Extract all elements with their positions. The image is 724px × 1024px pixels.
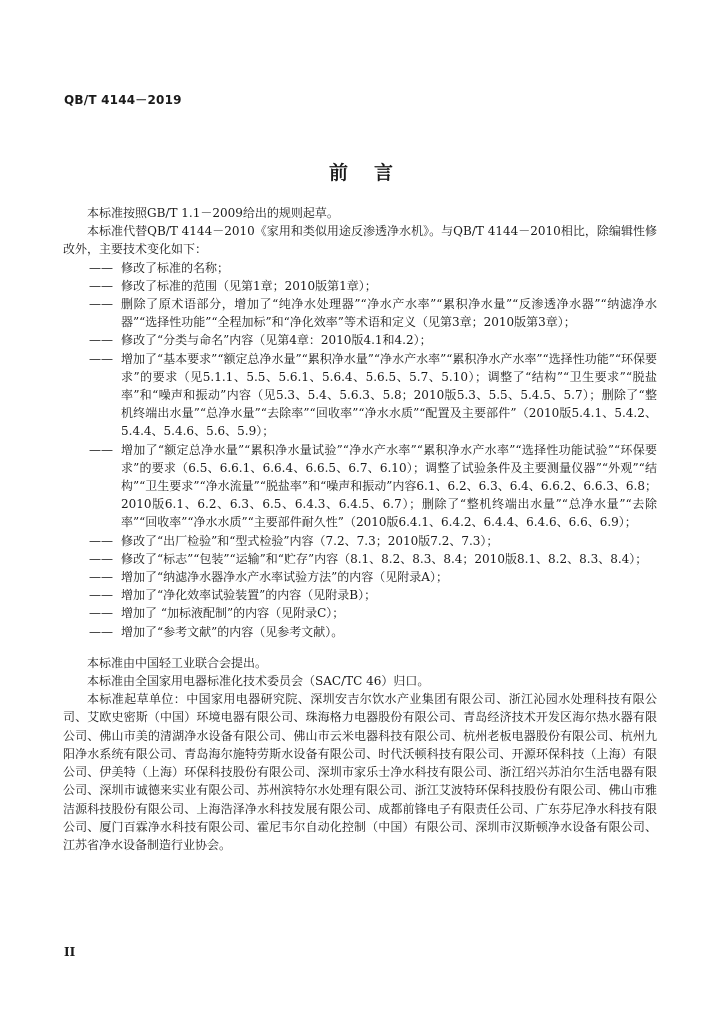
- list-item-text: 修改了“出厂检验”和“型式检验”内容（7.2、7.3；2010版7.2、7.3）；: [121, 533, 499, 548]
- page-number: II: [64, 945, 76, 959]
- dash-marker: ——: [89, 351, 113, 366]
- drafters-paragraph: 本标准起草单位：中国家用电器研究院、深圳安吉尔饮水产业集团有限公司、浙江沁园水处理科技有限公司、艾欧史密斯（中国）环境电器有限公司、珠海格力电器股份有限公司、青岛经济技术开发区海尔热水器有限公司、佛山市美的清湖净水设备有限公司、佛山市云米电器科技有限公司、杭州老板电器股份有限公司、杭州九阳净水系统有限公司、青岛海尔施特劳斯水设备有限公司、时代沃顿科技有限公司、开源环保科技（上海）有限公司、伊美特（上海）环保科技股份有限公司、深圳市家乐士净水科技有限公司、浙江绍兴苏泊尔生活电器有限公司、深圳市诚德来实业有限公司、苏州滨特尔水处理有限公司、浙江艾波特环保科技股份有限公司、佛山市雅洁源科技股份有限公司、上海浩泽净水科技发展有限公司、成都前锋电子有限责任公司、广东芬尼净水科技有限公司、厦门百霖净水科技有限公司、霍尼韦尔自动化控制（中国）有限公司、深圳市汉斯顿净水设备有限公司、江苏省净水设备制造行业协会。: [63, 692, 657, 852]
- dash-marker: ——: [89, 333, 113, 348]
- title-char-1: 前: [328, 162, 350, 184]
- document-code: QB/T 4144－2019: [64, 93, 182, 107]
- list-item-text: 增加了“基本要求”“额定总净水量”“累积净水量”“净水产水率”“累积净水产水率”“选择性功能”“环保要求”的要求（见5.1.1、5.5、5.6.1、5.6.4、5.6.5、5.7、5.10）；调整了“结构”“卫生要求”“脱盐率”和“噪声和振动”内容（见5.3、5.4、5.6.3、5.8；2010版5.3、5.5、5.4.5、5.7）；删除了“整机终端出水量”“总净水量”“去除率”“回收率”“净水水质”“配置及主要部件”（2010版5.4.1、5.4.2、5.4.4、5.4.6、5.6、5.9）；: [121, 351, 657, 439]
- dash-marker: ——: [89, 588, 113, 603]
- page-title: [0, 158, 724, 185]
- list-item-text: 增加了 “加标液配制”的内容（见附录C）；: [121, 606, 345, 621]
- list-item: [63, 550, 657, 568]
- list-item-text: 增加了“额定总净水量”“累积净水量试验”“净水产水率”“累积净水产水率”“选择性功能试验”“环保要求”的要求（6.5、6.6.1、6.6.4、6.6.5、6.7、6.10）；调整了试验条件及主要测量仪器”“外观”“结构”“卫生要求”“净水流量”“脱盐率”和“噪声和振动”内容6.1、6.2、6.3、6.4、6.6.2、6.6.3、6.8；2010版6.1、6.2、6.3、6.5、6.4.3、6.4.5、6.7）；删除了“整机终端出水量”“总净水量”“去除率”“回收率”“净水水质”“主要部件耐久性”（2010版6.4.1、6.4.2、6.4.4、6.4.6、6.6、6.9）；: [121, 442, 657, 530]
- list-item-text: 修改了“标志”“包装”“运输”和“贮存”内容（8.1、8.2、8.3、8.4；2010版8.1、8.2、8.3、8.4）；: [121, 551, 648, 566]
- change-list: [63, 259, 657, 641]
- list-item: [63, 568, 657, 586]
- list-item: [63, 295, 657, 331]
- list-item-text: 删除了原术语部分，增加了“纯净水处理器”“净水产水率”“累积净水量”“反渗透净水器”“纳滤净水器”“选择性功能”“全程加标”和“净化效率”等术语和定义（见第3章；2010版第3章）；: [121, 297, 657, 330]
- intro-paragraph: 本标准代替QB/T 4144－2010《家用和类似用途反渗透净水机》。与QB/T 4144－2010相比，除编辑性修改外，主要技术变化如下：: [63, 224, 657, 257]
- list-item-text: 增加了“纳滤净水器净水产水率试验方法”的内容（见附录A）；: [121, 570, 448, 585]
- list-item-text: 修改了“分类与命名”内容（见第4章：2010版4.1和4.2）；: [121, 333, 432, 348]
- list-item: [63, 259, 657, 277]
- list-item: [63, 441, 657, 532]
- preface-body: [63, 204, 657, 854]
- list-item: [63, 532, 657, 550]
- list-item: [63, 623, 657, 641]
- list-item: [63, 277, 657, 295]
- dash-marker: ——: [89, 442, 113, 457]
- list-item-text: 修改了标准的范围（见第1章；2010版第1章）；: [121, 278, 377, 293]
- dash-marker: ——: [89, 570, 113, 585]
- dash-marker: ——: [89, 551, 113, 566]
- dash-marker: ——: [89, 260, 113, 275]
- dash-marker: ——: [89, 606, 113, 621]
- list-item-text: 增加了“净化效率试验装置”的内容（见附录B）；: [121, 588, 377, 603]
- list-item: [63, 604, 657, 622]
- dash-marker: ——: [89, 624, 113, 639]
- committee-paragraph: 本标准由全国家用电器标准化技术委员会（SAC/TC 46）归口。: [87, 674, 430, 689]
- dash-marker: ——: [89, 278, 113, 293]
- list-item: [63, 350, 657, 441]
- dash-marker: ——: [89, 297, 113, 312]
- dash-marker: ——: [89, 533, 113, 548]
- list-item: [63, 331, 657, 349]
- proposer-paragraph: 本标准由中国轻工业联合会提出。: [87, 655, 268, 670]
- title-char-2: 言: [374, 162, 396, 184]
- list-item: [63, 586, 657, 604]
- section-gap: [63, 641, 657, 654]
- list-item-text: 增加了“参考文献”的内容（见参考文献）。: [121, 624, 344, 639]
- list-item-text: 修改了标准的名称；: [121, 260, 230, 275]
- intro-paragraph: 本标准按照GB/T 1.1－2009给出的规则起草。: [87, 206, 339, 220]
